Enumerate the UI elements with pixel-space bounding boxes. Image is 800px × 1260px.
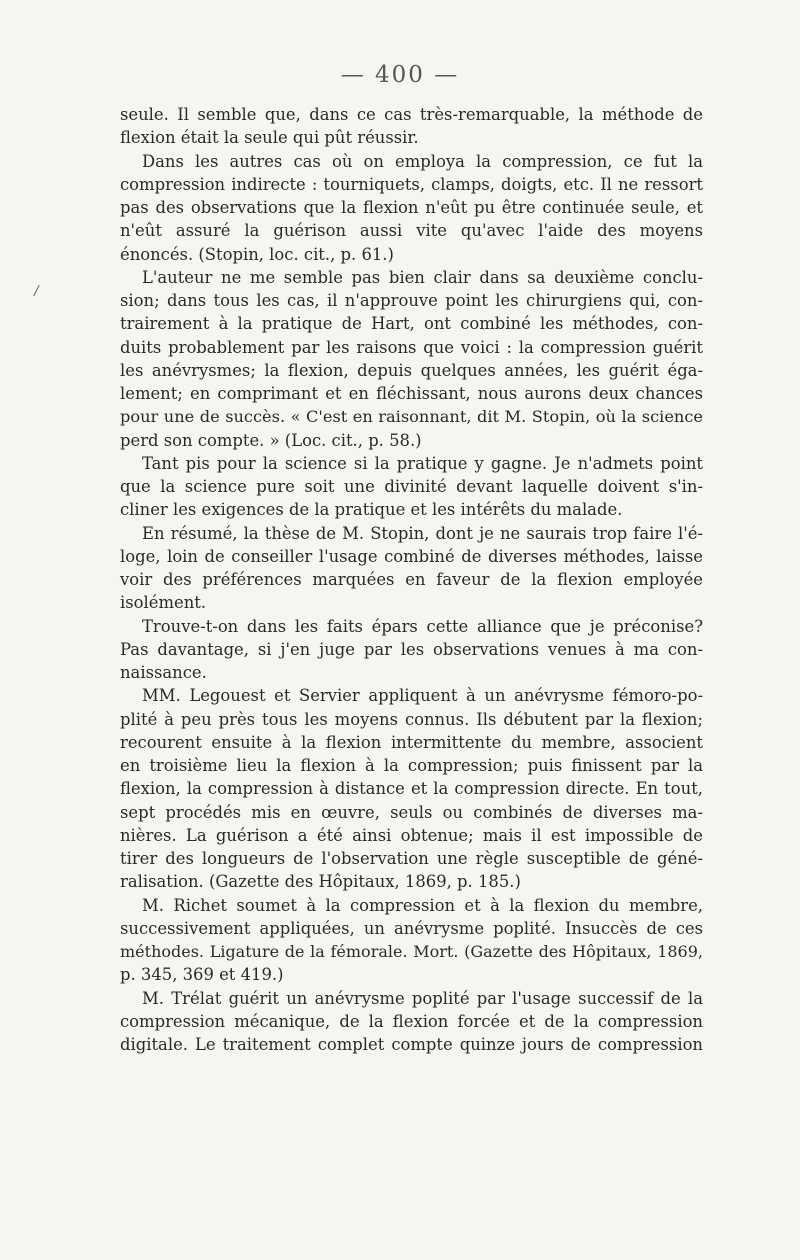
text-line: Dans les autres cas où on employa la compression, ce fut la xyxy=(142,151,703,171)
text-line: en troisième lieu la flexion à la compression; puis finissent par la xyxy=(120,756,703,775)
text-line: trairement à la pratique de Hart, ont combiné les méthodes, con- xyxy=(120,314,703,334)
margin-mark: / xyxy=(32,282,41,300)
text-line: sept procédés mis en œuvre, seuls ou combinés de diverses ma- xyxy=(120,802,703,822)
text-line: Pas davantage, si j'en juge par les observations venues à ma con- xyxy=(120,639,703,659)
text-line: M. Trélat guérit un anévrysme poplité par l'usage successif de la xyxy=(142,988,703,1008)
text-line: Trouve-t-on dans les faits épars cette alliance que je préconise? xyxy=(142,616,703,636)
text-line: L'auteur ne me semble pas bien clair dans sa deuxième conclu- xyxy=(142,267,703,287)
text-line: sion; dans tous les cas, il n'approuve point les chirurgiens qui, con- xyxy=(120,291,703,310)
text-line: pour une de succès. « C'est en raisonnant, dit M. Stopin, où la science xyxy=(120,407,703,427)
text-line: compression mécanique, de la flexion forcée et de la compression xyxy=(120,1011,703,1031)
text-line: cliner les exigences de la pratique et les intérêts du malade. xyxy=(120,500,623,520)
text-line: digitale. Le traitement complet compte quinze jours de compression xyxy=(120,1035,703,1054)
text-line: M. Richet soumet à la compression et à la flexion du membre, xyxy=(142,895,703,915)
text-line: p. 345, 369 et 419.) xyxy=(120,965,284,985)
text-line: flexion était la seule qui pût réussir. xyxy=(120,128,419,148)
text-line: voir des préférences marquées en faveur de la flexion employée xyxy=(120,570,703,589)
text-line: les anévrysmes; la flexion, depuis quelques années, les guérit éga- xyxy=(120,360,703,380)
text-line: isolément. xyxy=(120,593,207,613)
body-text xyxy=(120,103,703,1056)
text-line: que la science pure soit une divinité devant laquelle doivent s'in- xyxy=(120,477,703,496)
text-line: naissance. xyxy=(120,663,207,682)
text-line: pas des observations que la flexion n'eût pu être continuée seule, et xyxy=(120,198,703,217)
text-line: tirer des longueurs de l'observation une règle susceptible de géné- xyxy=(120,849,703,868)
text-line: duits probablement par les raisons que voici : la compression guérit xyxy=(120,337,703,357)
text-line: énoncés. (Stopin, loc. cit., p. 61.) xyxy=(120,244,394,264)
text-line: lement; en comprimant et en fléchissant, nous aurons deux chances xyxy=(120,384,703,403)
text-line: nières. La guérison a été ainsi obtenue; mais il est impossible de xyxy=(120,825,703,845)
text-line: seule. Il semble que, dans ce cas très-remarquable, la méthode de xyxy=(120,105,703,124)
text-line: recourent ensuite à la flexion intermittente du membre, associent xyxy=(120,732,703,752)
text-line: En résumé, la thèse de M. Stopin, dont je ne saurais trop faire l'é- xyxy=(142,523,703,543)
text-line: ralisation. (Gazette des Hôpitaux, 1869, p. 185.) xyxy=(120,872,521,892)
text-line: Tant pis pour la science si la pratique y gagne. Je n'admets point xyxy=(142,453,703,473)
text-line: perd son compte. » (Loc. cit., p. 58.) xyxy=(120,430,422,450)
text-line: méthodes. Ligature de la fémorale. Mort. (Gazette des Hôpitaux, 1869, xyxy=(120,942,703,961)
text-line: n'eût assuré la guérison aussi vite qu'avec l'aide des moyens xyxy=(120,221,703,241)
text-line: successivement appliquées, un anévrysme poplité. Insuccès de ces xyxy=(120,918,703,938)
text-line: MM. Legouest et Servier appliquent à un anévrysme fémoro-po- xyxy=(142,686,703,706)
text-line: flexion, la compression à distance et la compression directe. En tout, xyxy=(120,779,703,799)
text-line: compression indirecte : tourniquets, clamps, doigts, etc. Il ne ressort xyxy=(120,174,703,194)
text-line: plité à peu près tous les moyens connus. Ils débutent par la flexion; xyxy=(120,709,703,729)
text-line: loge, loin de conseiller l'usage combiné de diverses méthodes, laisse xyxy=(120,546,703,566)
page-number: — 400 — xyxy=(340,62,460,88)
